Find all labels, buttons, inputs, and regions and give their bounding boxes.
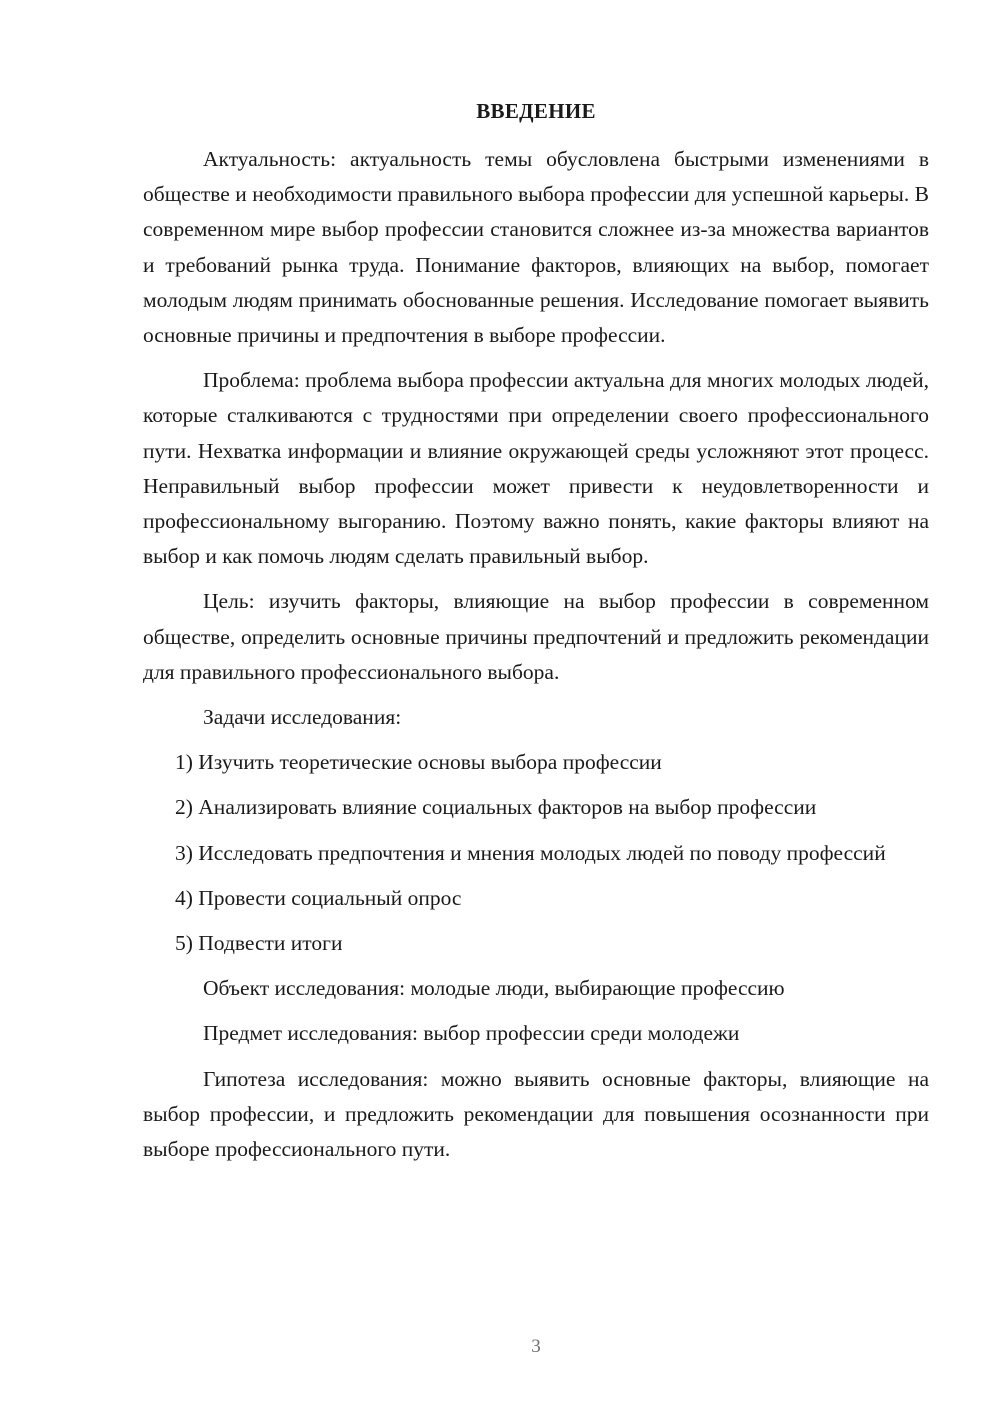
research-hypothesis: Гипотеза исследования: можно выявить основные факторы, влияющие на выбор профессии, и предложить рекомендации для повышения осознанности при выборе профессионального пути. [143, 1066, 929, 1162]
page-title: ВВЕДЕНИЕ [476, 99, 596, 123]
task-item-3: 3) Исследовать предпочтения и мнения молодых людей по поводу профессий [175, 840, 886, 865]
paragraph-problem: Проблема: проблема выбора профессии актуальна для многих молодых людей, которые сталкиваются с трудностями при определении своего профессионального пути. Нехватка информации и влияние окружающей среды усложняют этот процесс. Неправильный выбор профессии может привести к неудовлетворенности и профессиональному выгоранию. Поэтому важно понять, какие факторы влияют на выбор и как помочь людям сделать правильный выбор. [143, 368, 929, 569]
task-item-1: 1) Изучить теоретические основы выбора профессии [175, 750, 662, 775]
tasks-heading: Задачи исследования: [203, 705, 402, 730]
task-item-2: 2) Анализировать влияние социальных факторов на выбор профессии [175, 795, 817, 820]
task-item-5: 5) Подвести итоги [175, 931, 343, 956]
paragraph-goal: Цель: изучить факторы, влияющие на выбор профессии в современном обществе, определить основные причины предпочтений и предложить рекомендации для правильного профессионального выбора. [143, 589, 929, 684]
paragraph-relevance: Актуальность: актуальность темы обусловлена быстрыми изменениями в обществе и необходимости правильного выбора профессии для успешной карьеры. В современном мире выбор профессии становится сложнее из-за множества вариантов и требований рынка труда. Понимание факторов, влияющих на выбор, помогает молодым людям принимать обоснованные решения. Исследование помогает выявить основные причины и предпочтения в выборе профессии. [143, 147, 929, 348]
task-item-4: 4) Провести социальный опрос [175, 885, 462, 910]
research-object: Объект исследования: молодые люди, выбирающие профессию [203, 976, 785, 1001]
research-subject: Предмет исследования: выбор профессии среди молодежи [203, 1021, 740, 1046]
page-number: 3 [531, 1336, 541, 1357]
document-body [143, 142, 929, 1177]
